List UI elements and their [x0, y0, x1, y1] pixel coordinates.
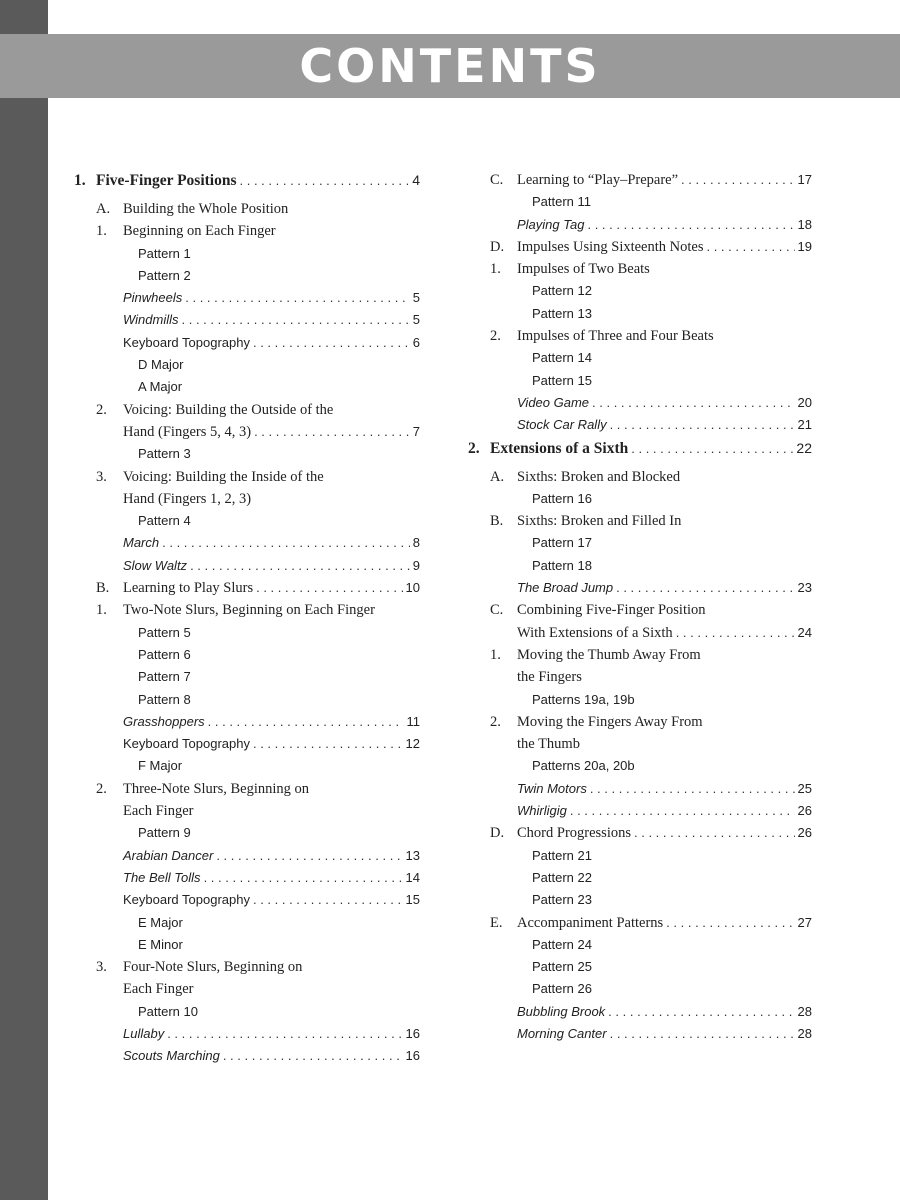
toc-entry-title: Voicing: Building the Outside of the	[123, 401, 334, 418]
toc-page-number: 5	[412, 290, 420, 306]
toc-entry	[468, 736, 812, 758]
toc-entry	[74, 758, 420, 780]
toc-entry-title: Pinwheels	[123, 290, 183, 306]
toc-entry	[74, 491, 420, 513]
toc-entry	[74, 402, 420, 424]
toc-entry	[468, 194, 812, 216]
toc-entry-title: Keyboard Topography	[123, 736, 250, 752]
toc-entry	[74, 469, 420, 491]
toc-entry	[468, 217, 812, 239]
toc-entry	[74, 379, 420, 401]
toc-entry	[74, 647, 420, 669]
toc-entry	[468, 239, 812, 261]
dot-leader	[185, 290, 410, 305]
toc-entry	[468, 535, 812, 557]
toc-entry-title: Impulses of Two Beats	[517, 261, 650, 278]
toc-entry-title: Video Game	[517, 394, 590, 410]
toc-entry-number: C.	[490, 602, 504, 619]
dot-leader	[610, 417, 795, 432]
toc-entry	[74, 335, 420, 357]
toc-entry-title: Pattern 1	[138, 245, 191, 261]
toc-entry-number: B.	[96, 580, 110, 597]
toc-entry-title: Three-Note Slurs, Beginning on	[123, 780, 310, 797]
toc-entry-title: E Minor	[138, 936, 183, 952]
toc-entry	[468, 373, 812, 395]
toc-entry	[468, 306, 812, 328]
toc-page-number: 21	[797, 417, 812, 433]
toc-entry	[74, 781, 420, 803]
toc-entry	[74, 736, 420, 758]
toc-page-number: 25	[797, 780, 812, 796]
dot-leader	[608, 1004, 794, 1019]
toc-entry	[74, 246, 420, 268]
toc-entry-title: Pattern 3	[138, 446, 191, 462]
toc-page-number: 14	[405, 869, 420, 885]
toc-entry	[468, 781, 812, 803]
dot-leader	[592, 395, 795, 410]
dot-leader	[666, 915, 794, 930]
toc-entry-title: Bubbling Brook	[517, 1003, 606, 1019]
toc-entry	[74, 268, 420, 290]
dot-leader	[253, 736, 403, 751]
toc-entry-title: Grasshoppers	[123, 713, 205, 729]
toc-entry	[468, 959, 812, 981]
toc-page-number: 26	[797, 803, 812, 819]
toc-entry	[74, 625, 420, 647]
toc-entry	[74, 357, 420, 379]
toc-entry-title: Learning to “Play–Prepare”	[517, 172, 679, 188]
toc-page-number: 15	[405, 892, 420, 908]
toc-entry-title: Whirligig	[517, 803, 567, 819]
toc-entry-title: Pattern 13	[532, 305, 592, 321]
toc-entry-number: 3.	[96, 959, 107, 976]
toc-entry	[468, 915, 812, 937]
toc-page-number: 22	[796, 439, 812, 456]
toc-entry-title: Pattern 4	[138, 513, 191, 529]
toc-entry-number: 1.	[96, 602, 107, 619]
toc-page-number: 16	[405, 1048, 420, 1064]
toc-entry	[74, 669, 420, 691]
toc-entry	[74, 513, 420, 535]
toc-entry-number: 2.	[490, 713, 501, 730]
toc-entry-title: Accompaniment Patterns	[517, 914, 664, 931]
toc-entry-title: Each Finger	[123, 803, 194, 820]
toc-entry-title: Pattern 5	[138, 624, 191, 640]
toc-entry-title: Pattern 22	[532, 869, 592, 885]
toc-entry-title: Patterns 19a, 19b	[532, 691, 635, 707]
toc-entry	[468, 669, 812, 691]
toc-entry	[468, 714, 812, 736]
toc-entry-title: Pattern 6	[138, 646, 191, 662]
toc-entry-number: C.	[490, 172, 504, 188]
toc-entry	[468, 491, 812, 513]
toc-entry-title: Building the Whole Position	[123, 201, 289, 217]
toc-entry-title: Sixths: Broken and Filled In	[517, 513, 682, 530]
toc-entry-title: Scouts Marching	[123, 1048, 220, 1064]
dot-leader	[634, 825, 795, 840]
dot-leader	[182, 312, 410, 327]
toc-entry-title: Two-Note Slurs, Beginning on Each Finger	[123, 602, 375, 619]
toc-entry-title: Pattern 17	[532, 535, 592, 551]
dot-leader	[254, 424, 410, 439]
toc-entry	[74, 915, 420, 937]
toc-entry	[468, 440, 812, 469]
toc-page-number: 16	[405, 1025, 420, 1041]
toc-entry	[74, 312, 420, 334]
toc-entry	[74, 1026, 420, 1048]
toc-entry-number: 2.	[96, 780, 107, 797]
toc-entry-title: Playing Tag	[517, 216, 585, 232]
toc-entry-title: Pattern 24	[532, 936, 592, 952]
dot-leader	[204, 870, 403, 885]
toc-entry-title: Pattern 16	[532, 490, 592, 506]
toc-entry	[468, 758, 812, 780]
toc-entry	[74, 981, 420, 1003]
dot-leader	[706, 239, 794, 254]
toc-entry-title: Impulses Using Sixteenth Notes	[517, 238, 704, 255]
toc-entry	[74, 803, 420, 825]
toc-entry-title: Combining Five-Finger Position	[517, 602, 706, 619]
toc-entry	[74, 290, 420, 312]
toc-page-number: 26	[797, 825, 812, 841]
toc-entry-title: Stock Car Rally	[517, 417, 607, 433]
toc-entry	[74, 1004, 420, 1026]
toc-entry-title: Learning to Play Slurs	[123, 580, 254, 597]
toc-page-number: 13	[405, 847, 420, 863]
toc-entry-title: With Extensions of a Sixth	[517, 624, 673, 641]
toc-entry-title: Pattern 15	[532, 372, 592, 388]
toc-entry-title: Hand (Fingers 1, 2, 3)	[123, 490, 252, 507]
toc-entry	[74, 692, 420, 714]
toc-entry-title: Morning Canter	[517, 1025, 607, 1041]
toc-entry-title: Impulses of Three and Four Beats	[517, 328, 714, 345]
toc-entry-number: E.	[490, 914, 503, 931]
toc-entry	[74, 602, 420, 624]
toc-entry-title: Lullaby	[123, 1025, 165, 1041]
toc-entry-number: 3.	[96, 468, 107, 485]
toc-entry-title: Pattern 18	[532, 557, 592, 573]
toc-entry	[468, 937, 812, 959]
toc-entry	[468, 417, 812, 439]
toc-entry	[468, 1026, 812, 1048]
toc-entry-title: Twin Motors	[517, 780, 587, 796]
toc-entry	[74, 446, 420, 468]
toc-entry	[468, 825, 812, 847]
toc-entry-title: Moving the Thumb Away From	[517, 646, 701, 663]
toc-entry-title: Pattern 7	[138, 669, 191, 685]
toc-entry	[468, 395, 812, 417]
toc-entry	[468, 848, 812, 870]
dot-leader	[676, 625, 795, 640]
toc-entry	[468, 580, 812, 602]
toc-entry	[468, 261, 812, 283]
toc-page-number: 5	[412, 312, 420, 328]
toc-entry	[74, 825, 420, 847]
toc-page-number: 27	[797, 914, 812, 930]
dot-leader	[240, 173, 410, 188]
toc-entry-title: Extensions of a Sixth	[490, 439, 629, 457]
toc-entry-number: 2.	[96, 401, 107, 418]
toc-entry-title: Pattern 23	[532, 892, 592, 908]
toc-entry-title: Pattern 25	[532, 959, 592, 975]
toc-entry	[468, 283, 812, 305]
toc-entry-number: D.	[490, 825, 505, 842]
toc-entry-number: 2.	[490, 328, 501, 345]
page-title: CONTENTS	[299, 39, 601, 93]
dot-leader	[190, 558, 410, 573]
toc-entry-title: The Bell Tolls	[123, 869, 201, 885]
toc-entry-title: The Broad Jump	[517, 580, 614, 596]
dot-leader	[162, 535, 410, 550]
toc-entry-title: Hand (Fingers 5, 4, 3)	[123, 423, 252, 440]
toc-entry-title: Keyboard Topography	[123, 334, 250, 350]
toc-entry	[468, 647, 812, 669]
toc-entry	[468, 1004, 812, 1026]
dot-leader	[570, 803, 795, 818]
toc-entry-title: Pattern 2	[138, 267, 191, 283]
toc-entry	[468, 602, 812, 624]
toc-entry	[468, 469, 812, 491]
toc-entry	[74, 892, 420, 914]
toc-entry	[74, 535, 420, 557]
toc-entry	[74, 848, 420, 870]
toc-column-left	[74, 172, 420, 1071]
toc-entry	[468, 981, 812, 1003]
dot-leader	[631, 441, 793, 456]
dot-leader	[681, 172, 794, 187]
toc-entry-number: 1.	[96, 223, 107, 240]
toc-entry	[74, 424, 420, 446]
toc-entry-title: A Major	[138, 379, 183, 395]
toc-entry	[74, 558, 420, 580]
toc-entry-title: E Major	[138, 914, 183, 930]
dot-leader	[167, 1026, 402, 1041]
toc-entry	[468, 692, 812, 714]
dot-leader	[208, 714, 404, 729]
toc-page-number: 10	[405, 580, 420, 596]
toc-entry	[468, 328, 812, 350]
toc-page-number: 12	[405, 736, 420, 752]
toc-page-number: 19	[797, 238, 812, 254]
toc-entry	[74, 714, 420, 736]
toc-entry	[74, 937, 420, 959]
toc-page-number: 28	[797, 1003, 812, 1019]
dot-leader	[253, 335, 410, 350]
dot-leader	[610, 1026, 795, 1041]
toc-entry-title: Pattern 21	[532, 847, 592, 863]
dot-leader	[216, 848, 402, 863]
toc-entry-number: 2.	[468, 439, 480, 457]
toc-column-right	[468, 172, 812, 1048]
toc-page-number: 11	[406, 713, 420, 729]
toc-page-number: 6	[412, 334, 420, 350]
dot-leader	[590, 781, 795, 796]
toc-page-number: 4	[412, 172, 420, 188]
toc-entry-number: 1.	[74, 172, 86, 189]
toc-entry	[74, 580, 420, 602]
toc-entry-title: D Major	[138, 357, 184, 373]
toc-entry-title: F Major	[138, 758, 183, 774]
toc-entry-title: Pattern 9	[138, 825, 191, 841]
toc-entry	[74, 201, 420, 223]
toc-entry	[468, 513, 812, 535]
toc-entry-number: 1.	[490, 646, 501, 663]
toc-entry-title: Pattern 10	[138, 1003, 198, 1019]
toc-entry-title: Pattern 14	[532, 350, 592, 366]
toc-entry-title: Arabian Dancer	[123, 847, 214, 863]
toc-entry-number: D.	[490, 238, 505, 255]
toc-entry-title: Pattern 8	[138, 691, 191, 707]
toc-entry	[468, 892, 812, 914]
toc-entry-title: the Fingers	[517, 669, 582, 686]
toc-entry-title: Four-Note Slurs, Beginning on	[123, 959, 303, 976]
toc-entry-title: Keyboard Topography	[123, 892, 250, 908]
toc-entry	[468, 350, 812, 372]
toc-entry-title: Windmills	[123, 312, 179, 328]
toc-entry-title: Five-Finger Positions	[96, 172, 237, 189]
toc-entry-number: 1.	[490, 261, 501, 278]
toc-page-number: 18	[797, 216, 812, 232]
toc-entry	[74, 870, 420, 892]
toc-entry-title: Chord Progressions	[517, 825, 631, 842]
toc-page-number: 23	[797, 580, 812, 596]
toc-entry	[74, 1048, 420, 1070]
toc-entry-title: the Thumb	[517, 736, 580, 753]
toc-entry	[468, 625, 812, 647]
toc-entry-title: Slow Waltz	[123, 557, 188, 573]
toc-entry	[468, 870, 812, 892]
toc-entry-title: Each Finger	[123, 981, 194, 998]
toc-entry	[468, 172, 812, 194]
toc-entry-number: B.	[490, 513, 504, 530]
toc-page-number: 7	[412, 423, 420, 439]
toc-entry	[74, 172, 420, 201]
toc-page-number: 24	[797, 624, 812, 640]
toc-page-number: 28	[797, 1025, 812, 1041]
toc-page-number: 8	[412, 535, 420, 551]
toc-entry	[74, 959, 420, 981]
toc-entry	[468, 803, 812, 825]
toc-entry	[468, 558, 812, 580]
toc-entry-title: Sixths: Broken and Blocked	[517, 468, 681, 485]
toc-entry-title: Pattern 12	[532, 283, 592, 299]
dot-leader	[256, 580, 402, 595]
toc-page-number: 9	[412, 557, 420, 573]
toc-entry-title: Patterns 20a, 20b	[532, 758, 635, 774]
toc-entry-title: Pattern 26	[532, 981, 592, 997]
toc-entry-title: Beginning on Each Finger	[123, 223, 276, 240]
toc-entry-title: Pattern 11	[532, 194, 592, 210]
toc-entry-number: A.	[96, 201, 111, 217]
toc-page-number: 17	[797, 172, 812, 187]
toc-page-number: 20	[797, 394, 812, 410]
toc-entry-number: A.	[490, 468, 505, 485]
toc-entry-title: Moving the Fingers Away From	[517, 713, 703, 730]
dot-leader	[616, 580, 794, 595]
toc-entry	[74, 223, 420, 245]
toc-entry-title: March	[123, 535, 160, 551]
dot-leader	[223, 1048, 403, 1063]
dot-leader	[253, 892, 403, 907]
dot-leader	[587, 217, 794, 232]
toc-entry-title: Voicing: Building the Inside of the	[123, 468, 324, 485]
left-sidebar-bar	[0, 0, 48, 1200]
